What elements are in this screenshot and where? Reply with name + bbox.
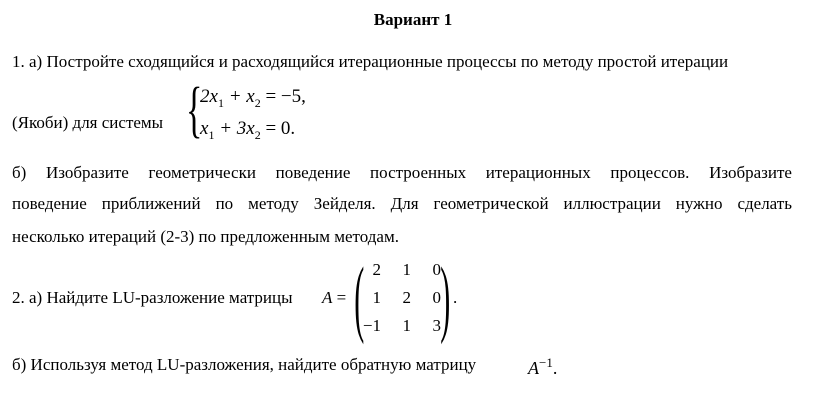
matrix-label: A = xyxy=(322,288,347,307)
equation-system xyxy=(186,76,346,146)
right-paren: ) xyxy=(440,249,451,345)
word: иллюстрации xyxy=(563,194,661,213)
matrix-cell: 2 xyxy=(402,288,411,307)
left-paren: ( xyxy=(354,249,365,345)
task2b-text: б) Используя метод LU-разложения, найдите обратную матрицу xyxy=(12,355,477,374)
equation-1: $2x_1 + x_2 = -5$, xyxy=(200,86,306,110)
word: поведение xyxy=(12,194,87,213)
task1a-line1: 1. а) Постройте сходящийся и расходящийся итерационные процессы по методу простой итерации xyxy=(12,52,729,71)
word: Изобразите xyxy=(45,163,129,182)
task2a-text: 2. а) Найдите LU-разложение матрицы xyxy=(12,288,293,307)
word: Зейделя. xyxy=(313,194,376,213)
matrix-cell: 3 xyxy=(432,316,441,335)
word: построенных xyxy=(370,163,467,182)
task1b-line2 xyxy=(12,194,792,214)
equation-2: $x_1 + 3x_2 = 0$. xyxy=(200,118,296,142)
matrix-cell: 1 xyxy=(402,260,411,279)
word: геометрически xyxy=(148,163,256,182)
matrix-cell: 0 xyxy=(432,288,441,307)
matrix-cell: 0 xyxy=(432,260,441,279)
word: Изобразите xyxy=(709,163,792,182)
inverse-matrix: $A^{-1}$. xyxy=(528,355,558,378)
matrix-cell: −1 xyxy=(362,316,381,335)
word: приближений xyxy=(101,194,201,213)
task1b-line3: несколько итераций (2-3) по предложенным методам. xyxy=(12,227,399,246)
system-brace: { xyxy=(186,76,203,144)
word: методу xyxy=(248,194,299,213)
variant-title: Вариант 1 xyxy=(373,10,453,29)
task1a-line2: (Якоби) для системы xyxy=(12,113,164,132)
word: итерационных xyxy=(485,163,591,182)
word: процессов. xyxy=(610,163,690,182)
word: сделать xyxy=(737,194,792,213)
matrix-a xyxy=(354,249,451,345)
matrix-cell: 1 xyxy=(402,316,411,335)
word: Для xyxy=(390,194,419,213)
matrix-cell: 1 xyxy=(372,288,381,307)
matrix-period: . xyxy=(453,288,458,307)
matrix-cell: 2 xyxy=(372,260,381,279)
word: поведение xyxy=(275,163,351,182)
word: геометрической xyxy=(433,194,549,213)
word: по xyxy=(215,194,234,213)
word: б) xyxy=(12,163,27,182)
task1b-line1 xyxy=(12,163,792,183)
word: нужно xyxy=(675,194,723,213)
